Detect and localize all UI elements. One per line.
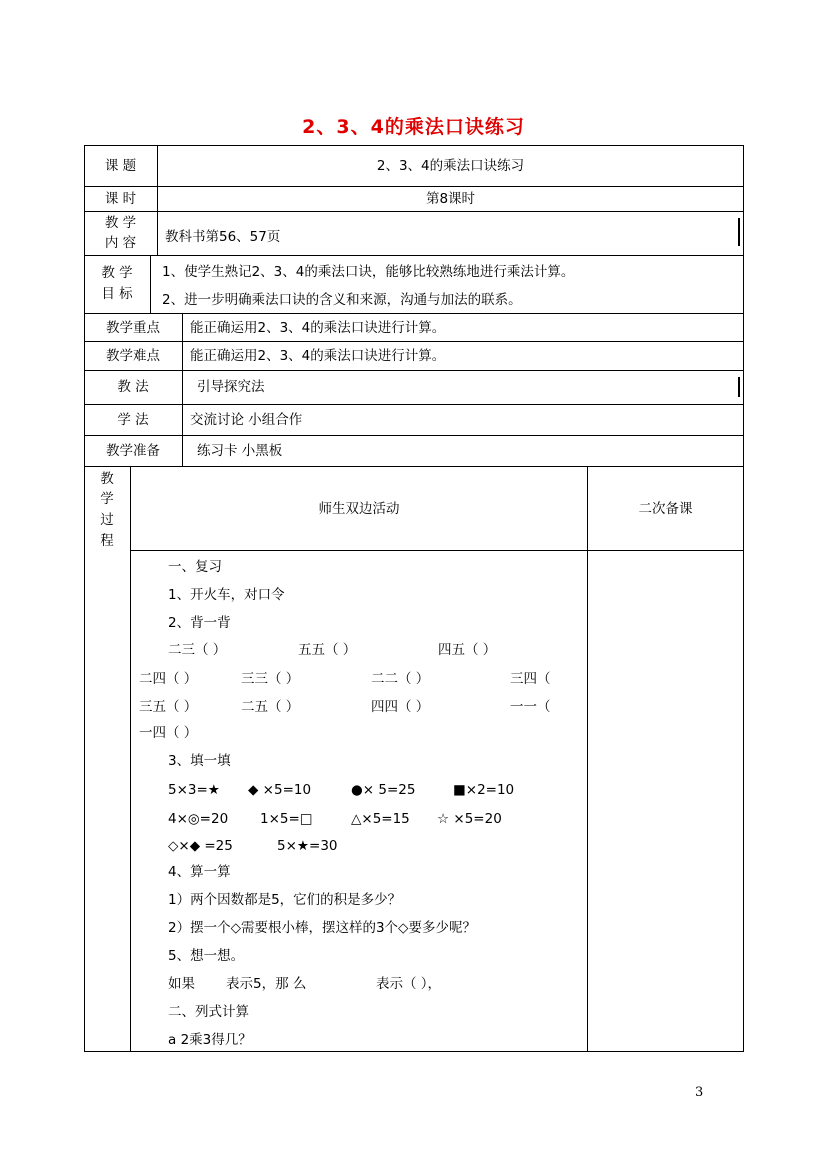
activity-line: 5、想一想。 <box>168 948 245 964</box>
process-label-char-4: 程 <box>100 533 114 549</box>
activities-header: 师生双边活动 <box>318 501 400 517</box>
fill-item: ●× 5=25 <box>351 782 416 798</box>
key-value: 能正确运用2、3、4的乘法口诀进行计算。 <box>190 320 446 336</box>
recite-item: 二四（ ） <box>139 671 198 687</box>
process-label-char-1: 教 <box>100 471 114 487</box>
activity-line: 如果 <box>168 976 195 992</box>
fill-item: △×5=15 <box>351 811 410 827</box>
activity-line: 3、填一填 <box>168 753 231 769</box>
period-value: 第8课时 <box>425 191 476 207</box>
document-title: 2、3、4的乘法口诀练习 <box>302 116 525 138</box>
method-value: 引导探究法 <box>197 379 265 395</box>
fill-item: 1×5=□ <box>260 811 313 827</box>
activity-line: 2、背一背 <box>168 615 231 631</box>
fill-item: 4×◎=20 <box>168 811 229 827</box>
recite-item: 三三（ ） <box>241 671 300 687</box>
fill-item: 5×3=★ <box>168 782 220 798</box>
content-label-line2: 内 容 <box>104 235 137 251</box>
prep-value: 练习卡 小黑板 <box>197 443 283 459</box>
fill-item: ■×2=10 <box>453 782 515 798</box>
activity-line: 表示5，那 么 <box>226 976 307 992</box>
activity-line: 1）两个因数都是5，它们的积是多少？ <box>168 892 402 908</box>
page-number: 3 <box>695 1085 704 1100</box>
recite-item: 三五（ ） <box>139 699 198 715</box>
recite-item: 五五（ ） <box>298 642 357 658</box>
second-prep-header: 二次备课 <box>638 501 693 517</box>
difficulty-label: 教学难点 <box>106 348 160 364</box>
goal-label-line1: 教 学 <box>101 265 133 281</box>
activity-line: a 2乘3得几？ <box>168 1032 252 1048</box>
recite-item: 四五（ ） <box>438 642 497 658</box>
content-value: 教科书第56、57页 <box>165 229 281 245</box>
activity-line: 二、列式计算 <box>168 1004 249 1020</box>
recite-item: 二三（ ） <box>168 642 227 658</box>
recite-item: 四四（ ） <box>371 699 430 715</box>
recite-item: 一四（ ） <box>139 725 198 741</box>
recite-item: 一一（ <box>510 699 551 715</box>
fill-item: ☆ ×5=20 <box>437 811 502 827</box>
study-value: 交流讨论 小组合作 <box>190 412 303 428</box>
prep-label: 教学准备 <box>106 443 160 459</box>
activity-line: 2）摆一个◇需要根小棒，摆这样的3个◇要多少呢？ <box>168 920 476 936</box>
activity-line: 4、算一算 <box>168 864 231 880</box>
recite-item: 三四（ <box>510 671 551 687</box>
key-label: 教学重点 <box>106 320 160 336</box>
activity-line: 1、开火车，对口令 <box>168 587 285 603</box>
fill-item: 5×★=30 <box>277 838 338 854</box>
study-label: 学 法 <box>117 412 149 428</box>
method-label: 教 法 <box>117 379 149 395</box>
goal-2: 2、进一步明确乘法口诀的含义和来源，沟通与加法的联系。 <box>162 292 522 308</box>
process-label-char-3: 过 <box>100 512 114 528</box>
activity-line: 表示（ ）， <box>376 976 442 992</box>
goal-label-line2: 目 标 <box>101 286 133 302</box>
recite-item: 二二（ ） <box>371 671 430 687</box>
content-label-line1: 教 学 <box>104 215 137 231</box>
process-label-char-2: 学 <box>100 491 114 507</box>
difficulty-value: 能正确运用2、3、4的乘法口诀进行计算。 <box>190 348 446 364</box>
fill-item: ◇×◆ =25 <box>168 838 233 854</box>
goal-1: 1、使学生熟记2、3、4的乘法口诀，能够比较熟练地进行乘法计算。 <box>162 264 575 280</box>
period-label: 课 时 <box>104 191 137 207</box>
fill-item: ◆ ×5=10 <box>248 782 312 798</box>
recite-item: 二五（ ） <box>241 699 300 715</box>
review-heading: 一、复习 <box>168 559 222 575</box>
topic-value: 2、3、4的乘法口诀练习 <box>376 158 525 174</box>
topic-label: 课 题 <box>104 158 137 174</box>
